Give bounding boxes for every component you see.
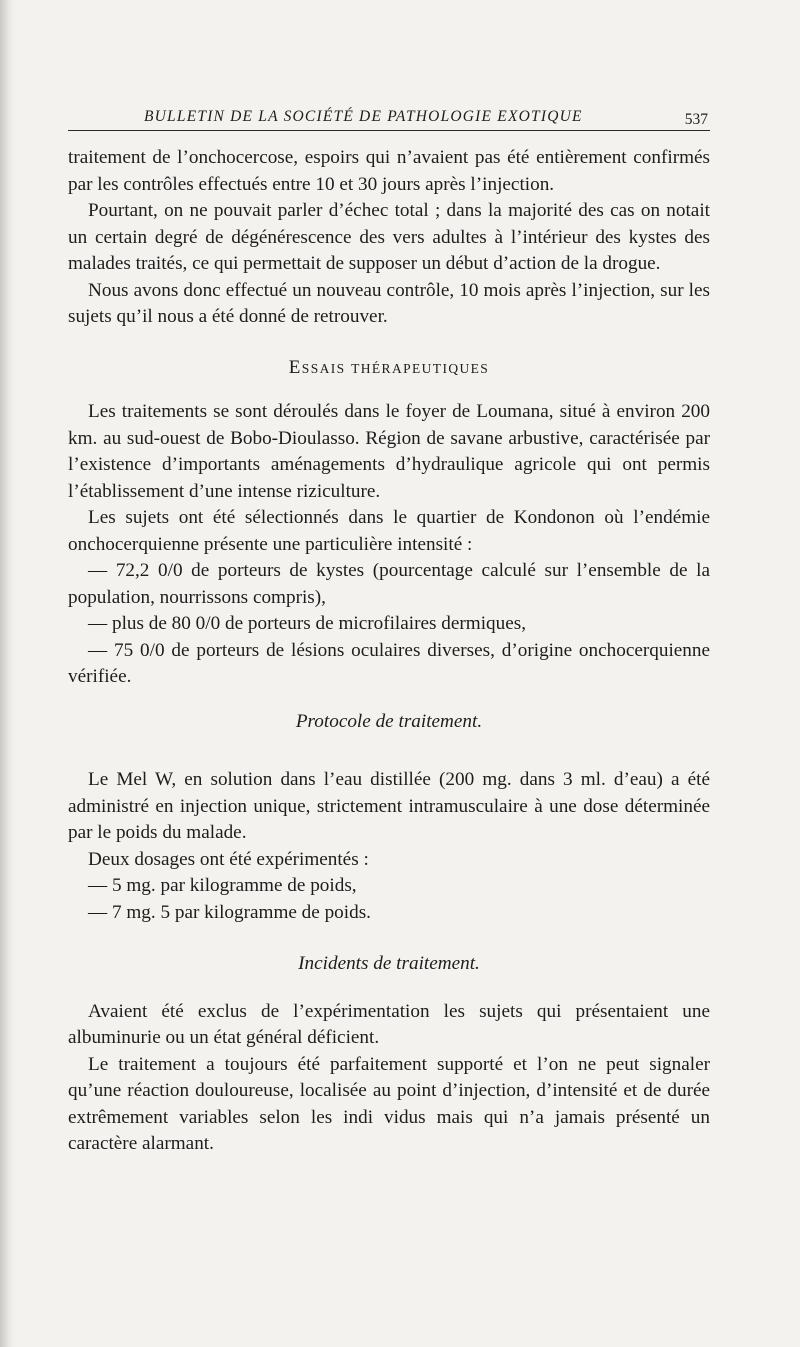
intro-paragraph: traitement de l’onchocercose, espoirs qui n’avaient pas été entièrement confirmés par les contrôles effectués entre 10 et 30 jours après l’injection. [68,147,710,195]
paragraph-supporte: Le traitement a toujours été parfaitement supporté et l’on ne peut signaler qu’une réaction douloureuse, localisée au point d’injection, d’intensité et de durée extrêmement variables selon les indi vidus mais qui n’a jamais présenté un caractère alarmant. [68,1053,710,1154]
paragraph-sujets: Les sujets ont été sélectionnés dans le quartier de Kondonon où l’endémie onchocerquienne présente une particulière intensité : [68,507,710,555]
list-item-kystes: — 72,2 0/0 de porteurs de kystes (pourcentage calculé sur l’ensemble de la population, nourrissons compris), [68,560,710,608]
document-page [68,96,710,1158]
running-header [68,96,710,131]
subheading-incidents: Incidents de traitement. [298,953,480,974]
dosage-item-5mg: — 5 mg. par kilogramme de poids, [88,875,357,896]
page-number: 537 [684,111,708,128]
scan-binding-edge [0,0,14,1347]
paragraph-exclus: Avaient été exclus de l’expérimentation les sujets qui présentaient une albuminurie ou un état général déficient. [68,1000,710,1048]
list-item-lesions: — 75 0/0 de porteurs de lésions oculaires diverses, d’origine onchocerquienne vérifiée. [68,639,710,687]
running-title: BULLETIN DE LA SOCIÉTÉ DE PATHOLOGIE EXOTIQUE [144,108,583,125]
paragraph-traitements: Les traitements se sont déroulés dans le foyer de Loumana, situé à environ 200 km. au sud-ouest de Bobo-Dioulasso. Région de savane arbustive, caractérisée par l’existence d’importants aménagements d’hydraulique agricole qui ont permis l’établissement d’une intense riziculture. [68,401,710,502]
section-heading-essais: ESSAIS THÉRAPEUTIQUES [288,356,490,378]
paragraph-controle: Nous avons donc effectué un nouveau contrôle, 10 mois après l’injection, sur les sujets qu’il nous a été donné de retrouver. [68,279,710,327]
document-body [68,145,710,1158]
dosage-item-7mg: — 7 mg. 5 par kilogramme de poids. [88,901,371,923]
list-item-microfilaires: — plus de 80 0/0 de porteurs de microfilaires dermiques, [88,613,527,634]
subheading-protocole: Protocole de traitement. [295,710,483,732]
paragraph-dosages: Deux dosages ont été expérimentés : [88,848,369,870]
paragraph-pourtant: Pourtant, on ne pouvait parler d’échec total ; dans la majorité des cas on notait un certain degré de dégénérescence des vers adultes à l’intérieur des kystes des malades traités, ce qui permettait de supposer un début d’action de la drogue. [68,200,710,274]
paragraph-mel: Le Mel W, en solution dans l’eau distillée (200 mg. dans 3 ml. d’eau) a été administré en injection unique, strictement intramusculaire à une dose déterminée par le poids du malade. [68,769,710,843]
